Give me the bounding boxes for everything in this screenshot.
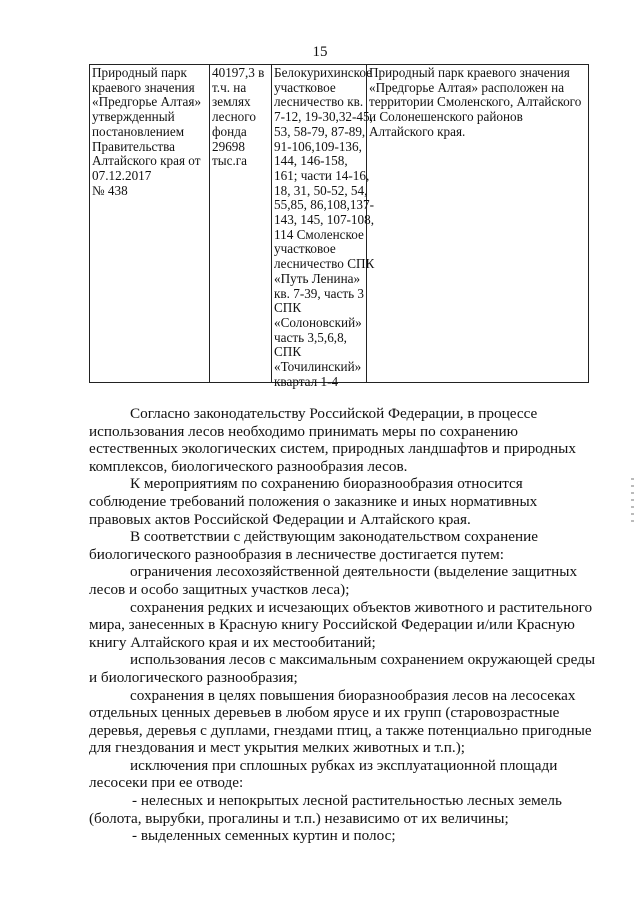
cell-line: часть 3,5,6,8, (274, 329, 347, 345)
paragraph-line: исключения при сплошных рубках из эксплуатационной площади (130, 756, 558, 774)
cell-line: т.ч. на (212, 79, 247, 95)
cell-line: СПК (274, 344, 302, 360)
paragraph-line: К мероприятиям по сохранению биоразнообразия относится (130, 475, 523, 493)
page-number: 15 (312, 44, 328, 60)
paragraph-line: деревья, деревья с дуплами, гнездами птиц, а также потенциально пригодные (89, 721, 592, 739)
protected-area-table (89, 64, 589, 389)
cell-line: 143, 145, 107-108, (274, 212, 375, 228)
cell-line: «Предгорье Алтая» расположен на (369, 79, 565, 95)
table-cell-description (369, 66, 584, 140)
cell-line: Алтайского края. (369, 123, 466, 139)
cell-text: Природный парк (92, 65, 187, 80)
paragraph (89, 405, 588, 475)
cell-line: 18, 31, 50-52, 54, (274, 182, 368, 198)
cell-line: № 438 (92, 182, 128, 198)
paragraph-line: В соответствии с действующим законодательством сохранение (130, 528, 538, 546)
column-divider (209, 64, 210, 382)
cell-line: 7-12, 19-30,32-45, (274, 109, 373, 125)
scan-margin-marks (631, 478, 634, 523)
cell-line: 40197,3 в (212, 65, 265, 80)
cell-line: Правительства (92, 138, 175, 154)
paragraph (89, 651, 596, 686)
paragraph (89, 563, 588, 598)
cell-line: лесничество СПК (274, 256, 375, 272)
paragraph-line: использования лесов с максимальным сохранением окружающей среды (130, 651, 596, 669)
cell-line: лесничество кв. (274, 94, 364, 110)
paragraph-line: лесосеки при ее отводе: (89, 774, 244, 792)
paragraph (89, 686, 592, 757)
paragraph-line: соблюдение требований положения о заказнике и иных нормативных (89, 492, 538, 510)
cell-line: Белокурихинское (274, 65, 372, 80)
paragraph-line: ограничения лесохозяйственной деятельности (выделение защитных (130, 563, 578, 581)
cell-line: «Путь Ленина» (274, 270, 361, 286)
paragraph (89, 598, 593, 652)
cell-line: утвержденный (92, 109, 175, 125)
cell-line: краевого значения (92, 79, 195, 95)
paragraph (89, 827, 588, 845)
table-cell-name (92, 66, 206, 198)
paragraph-line: книгу Алтайского края и их местообитаний; (89, 633, 376, 651)
cell-line: 07.12.2017 (92, 167, 152, 183)
cell-line: фонда (212, 123, 247, 139)
paragraph-line: - выделенных семенных куртин и полос; (132, 827, 396, 845)
cell-line: 29698 (212, 138, 245, 154)
cell-line: 91-106,109-136, (274, 138, 362, 154)
cell-line: 114 Смоленское (274, 226, 364, 242)
paragraph-line: использования лесов необходимо принимать меры по сохранению (89, 422, 518, 440)
cell-line (92, 66, 206, 81)
paragraph (89, 757, 588, 792)
cell-line: постановлением (92, 123, 185, 139)
paragraph (89, 528, 588, 563)
paragraph-line: (болота, вырубки, прогалины и т.п.) независимо от их величины; (89, 809, 509, 827)
cell-line: и Солонешенского районов (369, 109, 523, 125)
cell-line: «Солоновский» (274, 314, 362, 330)
paragraph-line: сохранения в целях повышения биоразнообразия лесов на лесосеках (130, 686, 576, 704)
cell-line: Природный парк краевого значения (369, 65, 570, 80)
body-text (89, 405, 596, 845)
paragraph-line: отдельных ценных деревьев в любом ярусе и их групп (старовозрастные (89, 704, 560, 722)
cell-line: 144, 146-158, (274, 153, 348, 169)
cell-line: «Предгорье Алтая» (92, 94, 202, 110)
table-cell-location (274, 65, 375, 389)
cell-line: кв. 7-39, часть 3 (274, 285, 365, 301)
cell-line: 161; части 14-16, (274, 167, 370, 183)
paragraph-line: биологического разнообразия в лесничестве достигается путем: (89, 545, 504, 563)
paragraph-line: правовых актов Российской Федерации и Алтайского края. (89, 510, 471, 528)
table-cell-area (212, 66, 269, 169)
cell-line: участковое (274, 241, 336, 257)
cell-line: 55,85, 86,108,137- (274, 197, 375, 213)
cell-line: Алтайского края от (92, 153, 201, 169)
cell-line: территории Смоленского, Алтайского (369, 94, 582, 110)
paragraph-line: - нелесных и непокрытых лесной растительностью лесных земель (132, 792, 562, 810)
cell-line: СПК (274, 300, 302, 316)
paragraph-line: лесов и особо защитных участков леса); (89, 580, 350, 598)
paragraph-line: естественных экологических систем, природных ландшафтов и природных (89, 440, 576, 458)
cell-line: лесного (212, 109, 256, 125)
paragraph (89, 475, 588, 528)
column-divider (271, 64, 272, 382)
paragraph (89, 792, 588, 827)
paragraph-line: и биологического разнообразия; (89, 668, 298, 686)
paragraph-line: мира, занесенных в Красную книгу Российской Федерации и/или Красную (89, 616, 575, 634)
paragraph-line: Согласно законодательству Российской Федерации, в процессе (130, 405, 538, 422)
cell-line: землях (212, 94, 251, 110)
cell-line: участковое (274, 79, 336, 95)
cell-line: «Точилинский» (274, 359, 362, 375)
paragraph-line: для гнездования и мест укрытия мелких животных и т.п.); (89, 739, 466, 757)
paragraph-line: комплексов, биологического разнообразия лесов. (89, 457, 408, 475)
cell-line: 53, 58-79, 87-89, (274, 123, 366, 139)
cell-line: тыс.га (212, 153, 248, 169)
cell-line: квартал 1-4 (274, 373, 339, 389)
paragraph-line: сохранения редких и исчезающих объектов животного и растительного (130, 598, 593, 616)
